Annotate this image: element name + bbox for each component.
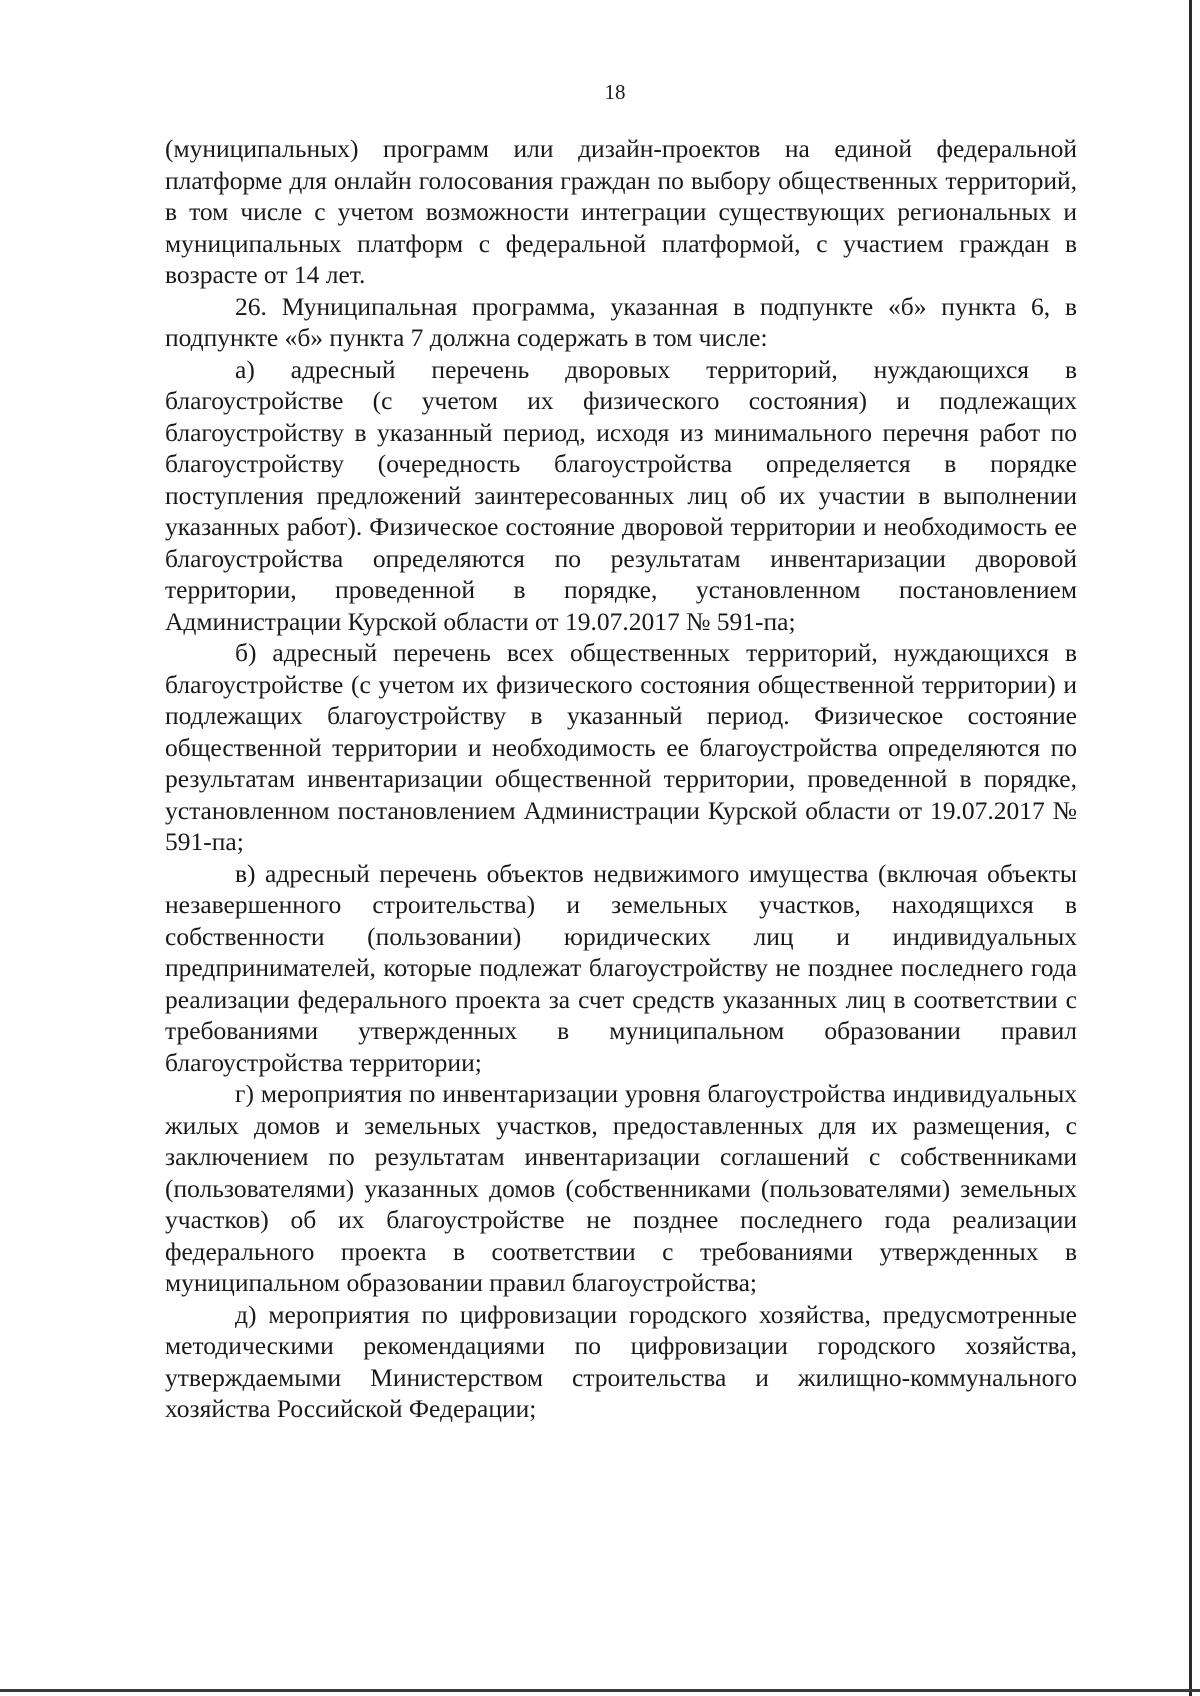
paragraph-item-26: 26. Муниципальная программа, указанная в подпункте «б» пункта 6, в подпункте «б» пункта 7 должна содержать в том числе: bbox=[165, 291, 1077, 352]
document-body bbox=[165, 133, 1077, 1425]
scan-edge-right bbox=[1189, 0, 1192, 1696]
page-number: 18 bbox=[604, 80, 626, 104]
paragraph-subitem-d: д) мероприятия по цифровизации городского хозяйства, предусмотренные методическими рекомендациями по цифровизации городского хозяйства, утверждаемыми Министерством строительства и жилищно-коммунального хозяйства Российской Федерации; bbox=[165, 1299, 1077, 1423]
paragraph-subitem-b: б) адресный перечень всех общественных территорий, нуждающихся в благоустройстве (с учетом их физического состояния общественной территории) и подлежащих благоустройству в указанный период. Физическое состояние общественной территории и необходимость ее благоустройства определяются по результатам инвентаризации общественной территории, проведенной в порядке, установленном постановлением Администрации Курской области от 19.07.2017 № 591-па; bbox=[165, 638, 1077, 856]
paragraph-continuation: (муниципальных) программ или дизайн-проектов на единой федеральной платформе для онлайн голосования граждан по выбору общественных территорий, в том числе с учетом возможности интеграции существующих региональных и муниципальных платформ с федеральной платформой, с участием граждан в возрасте от 14 лет. bbox=[165, 134, 1077, 289]
scan-edge-bottom bbox=[0, 1689, 1200, 1692]
paragraph-subitem-g: г) мероприятия по инвентаризации уровня благоустройства индивидуальных жилых домов и земельных участков, предоставленных для их размещения, с заключением по результатам инвентаризации соглашений с собственниками (пользователями) указанных домов (собственниками (пользователями) земельных участков) об их благоустройстве не позднее последнего года реализации федерального проекта в соответствии с требованиями утвержденных в муниципальном образовании правил благоустройства; bbox=[165, 1079, 1077, 1297]
paragraph-subitem-a: а) адресный перечень дворовых территорий, нуждающихся в благоустройстве (с учетом их физического состояния) и подлежащих благоустройству в указанный период, исходя из минимального перечня работ по благоустройству (очередность благоустройства определяется в порядке поступления предложений заинтересованных лиц об их участии в выполнении указанных работ). Физическое состояние дворовой территории и необходимость ее благоустройства определяются по результатам инвентаризации дворовой территории, проведенной в порядке, установленном постановлением Администрации Курской области от 19.07.2017 № 591-па; bbox=[165, 354, 1077, 636]
paragraph-subitem-v: в) адресный перечень объектов недвижимого имущества (включая объекты незавершенного строительства) и земельных участков, находящихся в собственности (пользовании) юридических лиц и индивидуальных предпринимателей, которые подлежат благоустройству не позднее последнего года реализации федерального проекта за счет средств указанных лиц в соответствии с требованиями утвержденных в муниципальном образовании правил благоустройства территории; bbox=[165, 858, 1077, 1077]
